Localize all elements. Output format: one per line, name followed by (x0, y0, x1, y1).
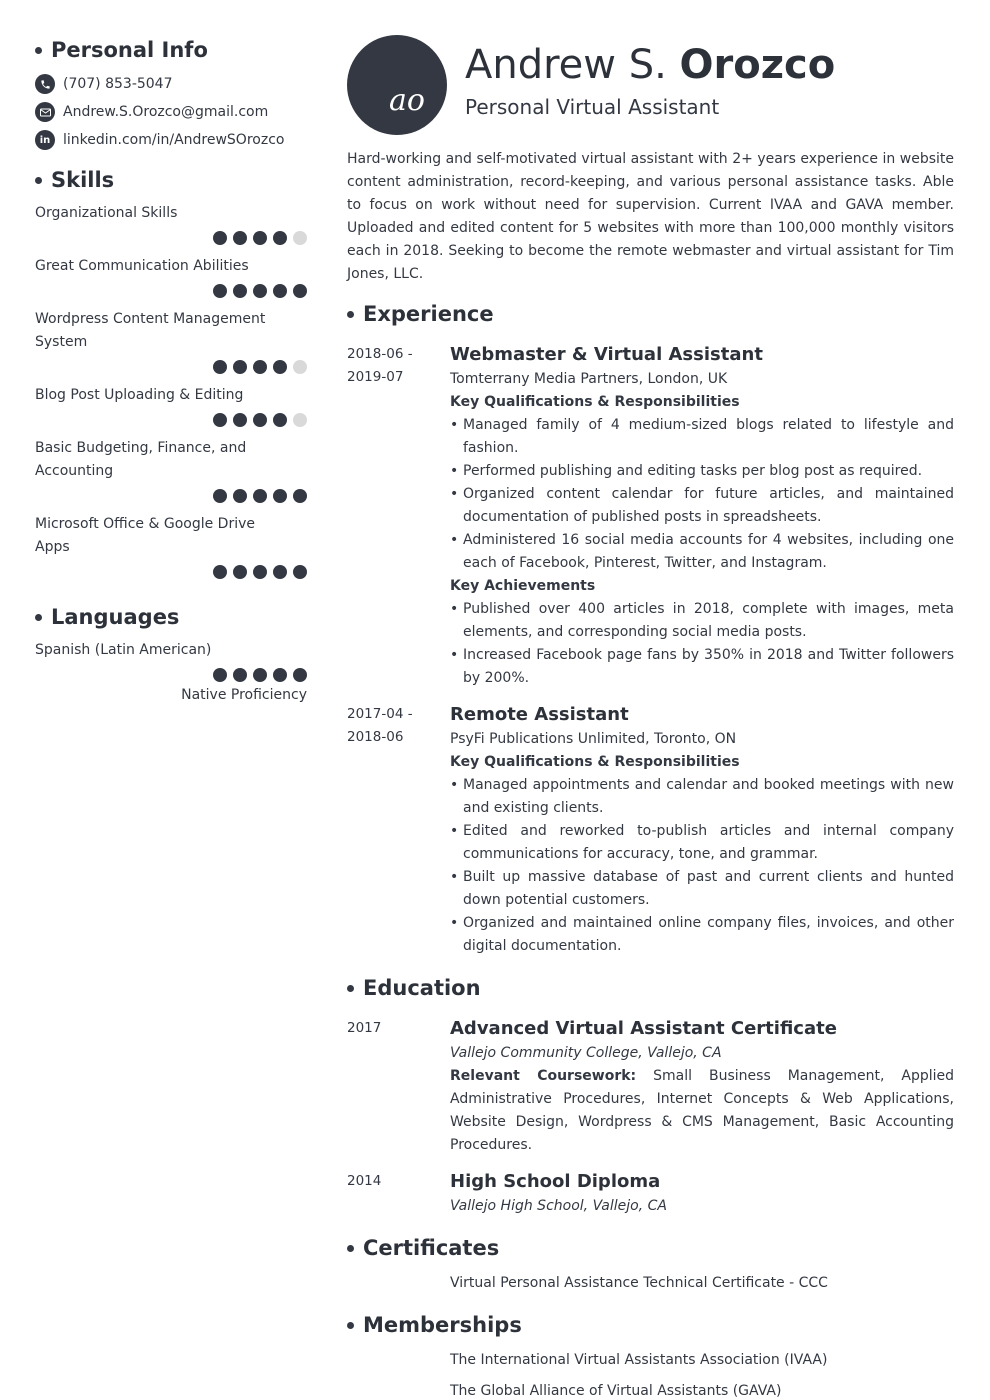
education-entry (347, 1169, 954, 1218)
education-heading: Education (347, 976, 954, 1000)
entry-date (347, 342, 450, 690)
degree-title: Advanced Virtual Assistant Certificate (450, 1018, 837, 1039)
list-item: • Managed family of 4 medium-sized blogs related to lifestyle and fashion. (450, 414, 954, 460)
rating-dot (233, 413, 247, 427)
skills-heading: Skills (35, 168, 307, 192)
skill-item (35, 308, 307, 374)
skill-rating (35, 565, 307, 579)
skill-item (35, 255, 307, 298)
list-item: • Organized and maintained online company files, invoices, and other digital documentation. (450, 912, 954, 958)
job-title: Webmaster & Virtual Assistant (450, 344, 763, 365)
rating-dot (293, 668, 307, 682)
rating-dot (213, 489, 227, 503)
linkedin-icon: in (35, 130, 55, 150)
memberships-list (347, 1349, 954, 1400)
rating-dot (293, 231, 307, 245)
bullet-icon (347, 1322, 354, 1329)
bullet-icon (35, 177, 42, 184)
envelope-icon (35, 102, 55, 122)
entry-date: 2017 (347, 1020, 382, 1036)
date-start: 2017-04 - (347, 706, 413, 722)
company-name: PsyFi Publications Unlimited, Toronto, ON (450, 731, 737, 747)
skill-name: Microsoft Office & Google Drive Apps (35, 516, 255, 555)
job-title-header: Personal Virtual Assistant (465, 95, 720, 119)
rating-dot (213, 284, 227, 298)
rating-dot (233, 231, 247, 245)
contact-list (35, 70, 307, 154)
rating-dot (233, 360, 247, 374)
contact-phone (35, 70, 307, 98)
coursework (450, 1065, 954, 1157)
rating-dot (253, 668, 267, 682)
rating-dot (293, 489, 307, 503)
skill-item (35, 202, 307, 245)
email-link[interactable]: Andrew.S.Orozco@gmail.com (63, 104, 269, 120)
bullet-icon (347, 1245, 354, 1252)
rating-dot (273, 360, 287, 374)
rating-dot (273, 231, 287, 245)
rating-dot (233, 565, 247, 579)
experience-entry (347, 342, 954, 690)
qualifications-list (450, 414, 954, 575)
experience-heading: Experience (347, 302, 954, 326)
contact-email (35, 98, 307, 126)
list-item: • Managed appointments and calendar and booked meetings with new and existing clients. (450, 774, 954, 820)
experience-entry (347, 702, 954, 958)
skill-item (35, 513, 307, 579)
rating-dot (293, 360, 307, 374)
school-name: Vallejo High School, Vallejo, CA (450, 1198, 667, 1214)
entry-body (450, 1016, 954, 1157)
entry-body (450, 702, 954, 958)
rating-dot (253, 231, 267, 245)
achievements-label: Key Achievements (450, 578, 596, 594)
list-item: • Edited and reworked to-publish articles and internal company communications for accuracy, tone, and grammar. (450, 820, 954, 866)
language-proficiency: Native Proficiency (181, 687, 307, 703)
name-block (465, 39, 835, 119)
bullet-icon (35, 47, 42, 54)
qualifications-label: Key Qualifications & Responsibilities (450, 394, 740, 410)
resume-header (347, 35, 954, 139)
skill-rating (35, 360, 307, 374)
list-item: • Organized content calendar for future articles, and maintained documentation of published posts in spreadsheets. (450, 483, 954, 529)
date-start: 2018-06 - (347, 346, 413, 362)
skill-name: Organizational Skills (35, 205, 178, 221)
list-item: • Performed publishing and editing tasks per blog post as required. (450, 460, 954, 483)
entry-body (450, 342, 954, 690)
experience-list (347, 342, 954, 958)
rating-dot (253, 489, 267, 503)
linkedin-link[interactable]: linkedin.com/in/AndrewSOrozco (63, 132, 285, 148)
achievements-list (450, 598, 954, 690)
rating-dot (273, 565, 287, 579)
list-item: • Administered 16 social media accounts for 4 websites, including one each of Facebook, Pinterest, Twitter, and Instagram. (450, 529, 954, 575)
skill-name: Blog Post Uploading & Editing (35, 387, 244, 403)
list-item: • Increased Facebook page fans by 350% in 2018 and Twitter followers by 200%. (450, 644, 954, 690)
certificates-heading: Certificates (347, 1236, 954, 1260)
rating-dot (293, 413, 307, 427)
membership-item: The Global Alliance of Virtual Assistants (GAVA) (450, 1383, 782, 1399)
bullet-icon (347, 311, 354, 318)
coursework-text: Small Business Management, Applied Administrative Procedures, Internet Concepts & Web Applications, Website Design, Wordpress & CMS Management, Basic Accounting Procedures. (450, 1068, 955, 1153)
rating-dot (213, 360, 227, 374)
rating-dot (233, 489, 247, 503)
rating-dot (273, 413, 287, 427)
date-end: 2018-06 (347, 729, 404, 745)
rating-dot (273, 668, 287, 682)
coursework-label: Relevant Coursework: (450, 1068, 637, 1084)
rating-dot (253, 360, 267, 374)
skill-item (35, 437, 307, 503)
rating-dot (253, 565, 267, 579)
certificates-list (347, 1272, 954, 1295)
rating-dot (213, 565, 227, 579)
full-name: Andrew S. Orozco (465, 42, 836, 88)
languages-heading: Languages (35, 605, 307, 629)
left-column (35, 38, 307, 707)
language-name: Spanish (Latin American) (35, 642, 212, 658)
language-rating (35, 668, 307, 682)
membership-item: The International Virtual Assistants Association (IVAA) (450, 1352, 828, 1368)
contact-linkedin (35, 126, 307, 154)
degree-title: High School Diploma (450, 1171, 661, 1192)
memberships-heading: Memberships (347, 1313, 954, 1337)
entry-date (347, 702, 450, 958)
company-name: Tomterrany Media Partners, London, UK (450, 371, 728, 387)
job-title: Remote Assistant (450, 704, 629, 725)
date-end: 2019-07 (347, 369, 404, 385)
bullet-icon (35, 614, 42, 621)
languages-list (35, 639, 307, 707)
skill-name: Wordpress Content Management System (35, 311, 266, 350)
personal-info-heading: Personal Info (35, 38, 307, 62)
summary-text: Hard-working and self-motivated virtual assistant with 2+ years experience in website content administration, record-keeping, and various personal assistance tasks. Able to focus on work without need for supervision. Current IVAA and GAVA member. Uploaded and edited content for 5 websites with more than 100,000 monthly visitors each in 2018. Seeking to become the remote webmaster and virtual assistant for Tim Jones, LLC. (347, 151, 954, 282)
rating-dot (273, 489, 287, 503)
rating-dot (293, 284, 307, 298)
phone-icon (35, 74, 55, 94)
rating-dot (273, 284, 287, 298)
rating-dot (253, 413, 267, 427)
entry-body (450, 1169, 954, 1218)
school-name: Vallejo Community College, Vallejo, CA (450, 1045, 722, 1061)
certificate-item: Virtual Personal Assistance Technical Certificate - CCC (450, 1275, 828, 1291)
entry-date: 2014 (347, 1173, 382, 1189)
list-item: • Published over 400 articles in 2018, complete with images, meta elements, and corresponding social media posts. (450, 598, 954, 644)
phone-text[interactable]: (707) 853-5047 (63, 76, 173, 92)
skill-rating (35, 231, 307, 245)
right-column (347, 35, 954, 1400)
language-item (35, 639, 307, 707)
list-item: • Built up massive database of past and current clients and hunted down potential customers. (450, 866, 954, 912)
qualifications-label: Key Qualifications & Responsibilities (450, 754, 740, 770)
education-entry (347, 1016, 954, 1157)
skill-name: Basic Budgeting, Finance, and Accounting (35, 440, 247, 479)
education-list (347, 1016, 954, 1218)
rating-dot (213, 413, 227, 427)
skill-name: Great Communication Abilities (35, 258, 249, 274)
skill-rating (35, 413, 307, 427)
avatar (347, 35, 447, 135)
skill-item (35, 384, 307, 427)
skill-rating (35, 489, 307, 503)
skill-rating (35, 284, 307, 298)
rating-dot (293, 565, 307, 579)
rating-dot (213, 231, 227, 245)
rating-dot (233, 284, 247, 298)
rating-dot (213, 668, 227, 682)
rating-dot (233, 668, 247, 682)
rating-dot (253, 284, 267, 298)
qualifications-list (450, 774, 954, 958)
avatar-initials: ao (389, 83, 425, 118)
bullet-icon (347, 985, 354, 992)
skills-list (35, 202, 307, 579)
